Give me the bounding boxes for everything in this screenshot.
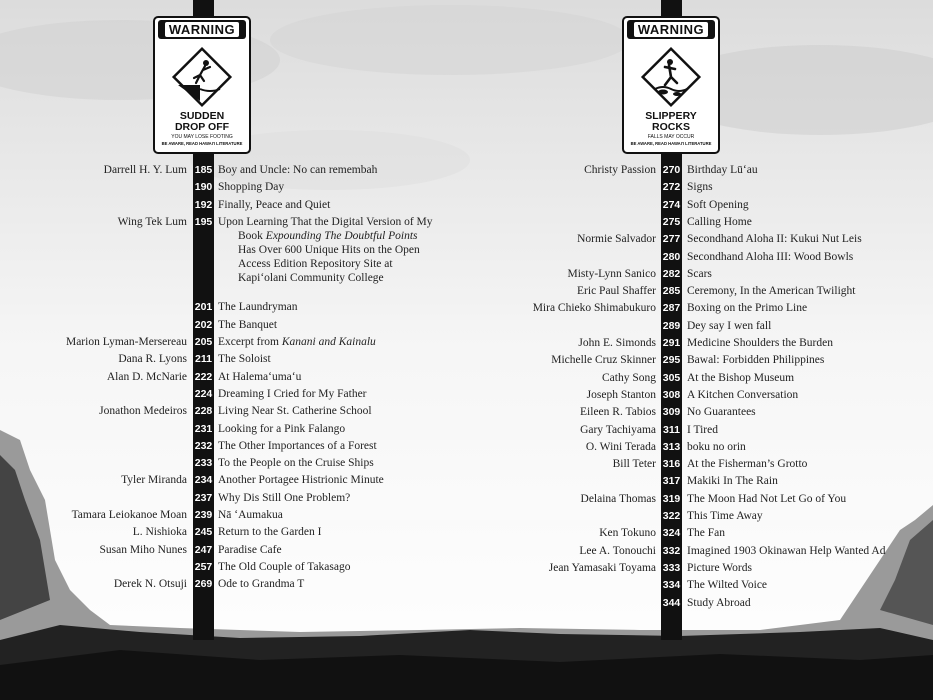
toc-title[interactable]: Makiki In The Rain — [687, 475, 778, 488]
toc-title[interactable]: The Banquet — [218, 318, 278, 331]
toc-author: Susan Miho Nunes — [99, 543, 187, 556]
toc-page-number: 233 — [194, 457, 213, 470]
toc-author: O. Wini Terada — [585, 440, 656, 453]
toc-title[interactable]: Looking for a Pink Falango — [218, 422, 346, 435]
toc-page-number: 311 — [663, 423, 680, 436]
toc-title[interactable]: The Laundryman — [218, 301, 298, 314]
toc-page-number: 324 — [662, 527, 681, 540]
toc-title[interactable]: Imagined 1903 Okinawan Help Wanted Ad — [687, 544, 886, 557]
toc-page-number: 231 — [194, 422, 213, 435]
toc-title[interactable]: Ceremony, In the American Twilight — [687, 285, 856, 298]
toc-title[interactable]: The Other Importances of a Forest — [218, 439, 377, 452]
toc-page-number: 291 — [662, 337, 681, 349]
toc-title[interactable]: The Old Couple of Takasago — [218, 560, 351, 573]
toc-page-number: 309 — [662, 406, 681, 419]
toc-title[interactable]: Calling Home — [687, 215, 752, 228]
toc-title[interactable]: To the People on the Cruise Ships — [218, 457, 374, 470]
toc-page-number: 185 — [194, 164, 213, 176]
right-sign-tagline: BE AWARE, READ HAWAI'I LITERATURE — [630, 141, 712, 146]
toc-page-number: 272 — [662, 181, 681, 194]
toc-page-number: 192 — [194, 198, 213, 211]
toc-page-number: 334 — [662, 579, 681, 592]
toc-title[interactable]: Scars — [687, 267, 712, 280]
toc-page-number: 287 — [662, 302, 681, 315]
toc-page-number: 201 — [194, 301, 213, 314]
toc-title[interactable]: Upon Learning That the Digital Version of My Book Expounding The Doubtful Points Has Over 600 Unique Hits on the Open Access Edition Repository Site at Kapi‘olani Community College — [218, 215, 433, 284]
toc-page-number: 333 — [662, 561, 681, 574]
toc-page-number: 195 — [194, 215, 213, 228]
toc-page-number: 232 — [194, 439, 213, 452]
toc-page-number: 295 — [662, 354, 681, 367]
toc-title[interactable]: This Time Away — [687, 510, 763, 522]
left-sign-header: WARNING — [158, 20, 246, 39]
toc-page-number: 319 — [662, 492, 681, 505]
toc-page-number: 257 — [194, 560, 213, 573]
toc-author: Bill Teter — [612, 458, 656, 471]
toc-author: Normie Salvador — [577, 233, 656, 246]
toc-page-number: 270 — [662, 164, 681, 176]
toc-title[interactable]: Signs — [687, 181, 713, 194]
toc-author: Cathy Song — [602, 371, 656, 384]
toc-title[interactable]: boku no orin — [687, 440, 746, 453]
toc-page-number: 308 — [662, 388, 681, 401]
toc-title[interactable]: Why Dis Still One Problem? — [218, 491, 351, 504]
right-warning-sign — [622, 16, 720, 154]
right-sign-header: WARNING — [627, 20, 715, 39]
toc-page-number: 224 — [194, 387, 213, 400]
toc-page-number: 205 — [194, 336, 213, 348]
toc-title[interactable]: Another Portagee Histrionic Minute — [218, 474, 384, 487]
toc-author: Tyler Miranda — [121, 474, 187, 487]
toc-title[interactable]: Picture Words — [687, 561, 752, 574]
toc-author: Tamara Leiokanoe Moan — [71, 509, 187, 521]
toc-title[interactable]: Secondhand Aloha II: Kukui Nut Leis — [687, 233, 862, 246]
falling-person-icon — [170, 45, 234, 109]
toc-page-number: 228 — [194, 405, 213, 418]
left-sign-subtext: YOU MAY LOSE FOOTING — [171, 134, 233, 140]
toc-title[interactable]: Boy and Uncle: No can remembah — [218, 164, 378, 176]
toc-page-number: 222 — [194, 370, 213, 383]
toc-author: Wing Tek Lum — [117, 215, 187, 228]
toc-title[interactable]: Study Abroad — [687, 596, 751, 609]
toc-page-number: 332 — [662, 544, 681, 557]
toc-title[interactable]: The Soloist — [218, 353, 271, 366]
toc-title[interactable]: Finally, Peace and Quiet — [218, 198, 331, 211]
toc-page-number: 274 — [662, 198, 681, 211]
toc-page-number: 322 — [662, 510, 681, 522]
toc-page-number: 269 — [194, 578, 213, 591]
toc-title[interactable]: Bawal: Forbidden Philippines — [687, 354, 825, 367]
toc-title[interactable]: Soft Opening — [687, 198, 749, 211]
toc-title[interactable]: No Guarantees — [687, 406, 756, 419]
toc-page-number: 190 — [194, 181, 213, 194]
toc-page-number: 237 — [194, 491, 213, 504]
toc-page-number: 277 — [662, 233, 681, 246]
toc-page-number: 234 — [194, 474, 213, 487]
toc-author: Dana R. Lyons — [118, 353, 187, 366]
toc-title[interactable]: Medicine Shoulders the Burden — [687, 337, 833, 349]
toc-page-number: 282 — [662, 267, 681, 280]
left-warning-sign — [153, 16, 251, 154]
toc-author: Marion Lyman-Mersereau — [65, 336, 187, 348]
right-sign-main-text: SLIPPERY ROCKS — [645, 110, 697, 133]
toc-author: Darrell H. Y. Lum — [103, 164, 187, 176]
toc-author: Gary Tachiyama — [580, 423, 656, 436]
toc-page-number: 305 — [662, 371, 681, 384]
toc-page-number: 211 — [195, 353, 212, 366]
toc-title[interactable]: Shopping Day — [218, 181, 285, 194]
toc-title[interactable]: Dreaming I Cried for My Father — [218, 387, 367, 400]
slipping-person-icon — [639, 45, 703, 109]
toc-page-number: 202 — [194, 318, 213, 331]
toc-title[interactable]: Living Near St. Catherine School — [218, 405, 372, 418]
toc-author: Eric Paul Shaffer — [577, 285, 656, 298]
toc-author: Joseph Stanton — [586, 388, 656, 401]
toc-title[interactable]: Secondhand Aloha III: Wood Bowls — [687, 250, 854, 263]
toc-title[interactable]: Dey say I wen fall — [687, 319, 772, 332]
toc-page-number: 289 — [662, 319, 681, 332]
toc-author: John E. Simonds — [578, 337, 656, 349]
toc-page-number: 285 — [662, 285, 681, 298]
toc-author: Derek N. Otsuji — [113, 578, 187, 591]
toc-title[interactable]: Nā ‘Aumakua — [218, 509, 283, 521]
toc-author: Michelle Cruz Skinner — [551, 354, 656, 367]
toc-title[interactable]: I Tired — [687, 423, 718, 436]
toc-author: Eileen R. Tabios — [580, 406, 656, 419]
toc-title[interactable]: Paradise Cafe — [218, 543, 282, 556]
toc-page-number: 317 — [662, 475, 681, 488]
toc-author: Alan D. McNarie — [106, 370, 187, 383]
toc-page-number: 239 — [194, 509, 213, 521]
toc-title[interactable]: The Fan — [687, 527, 726, 540]
toc-author: L. Nishioka — [132, 526, 187, 539]
toc-author: Jean Yamasaki Toyama — [548, 561, 656, 574]
toc-page-number: 247 — [194, 543, 213, 556]
toc-title[interactable]: At Halema‘uma‘u — [218, 370, 302, 383]
toc-page-number: 275 — [662, 215, 681, 228]
toc-title[interactable]: The Wilted Voice — [687, 579, 768, 592]
left-sign-main-text: SUDDEN DROP OFF — [174, 110, 230, 133]
toc-author: Lee A. Tonouchi — [579, 544, 656, 557]
toc-author: Delaina Thomas — [580, 492, 656, 505]
left-sign-tagline: BE AWARE, READ HAWAI'I LITERATURE — [161, 141, 243, 146]
toc-author: Misty-Lynn Sanico — [567, 267, 656, 280]
toc-title[interactable]: Boxing on the Primo Line — [687, 302, 808, 315]
toc-page-number: 344 — [662, 596, 681, 609]
toc-title[interactable]: Return to the Garden I — [218, 526, 322, 539]
toc-title[interactable]: Birthday Lū‘au — [687, 164, 758, 176]
toc-page-number: 245 — [194, 526, 213, 539]
toc-page-number: 316 — [662, 458, 681, 471]
toc-title[interactable]: The Moon Had Not Let Go of You — [687, 492, 847, 505]
toc-author: Jonathon Medeiros — [99, 405, 187, 418]
toc-page-number: 313 — [662, 440, 681, 453]
toc-author: Christy Passion — [584, 164, 656, 176]
toc-title[interactable]: Ode to Grandma T — [218, 578, 305, 591]
toc-author: Ken Tokuno — [599, 527, 656, 540]
toc-title[interactable]: A Kitchen Conversation — [687, 388, 799, 401]
toc-page-number: 280 — [662, 250, 681, 263]
toc-author: Mira Chieko Shimabukuro — [532, 302, 656, 315]
toc-title[interactable]: Excerpt from Kanani and Kainalu — [218, 336, 376, 348]
toc-title[interactable]: At the Bishop Museum — [687, 371, 795, 384]
toc-title[interactable]: At the Fisherman’s Grotto — [687, 458, 808, 471]
right-sign-subtext: FALLS MAY OCCUR — [647, 134, 695, 140]
